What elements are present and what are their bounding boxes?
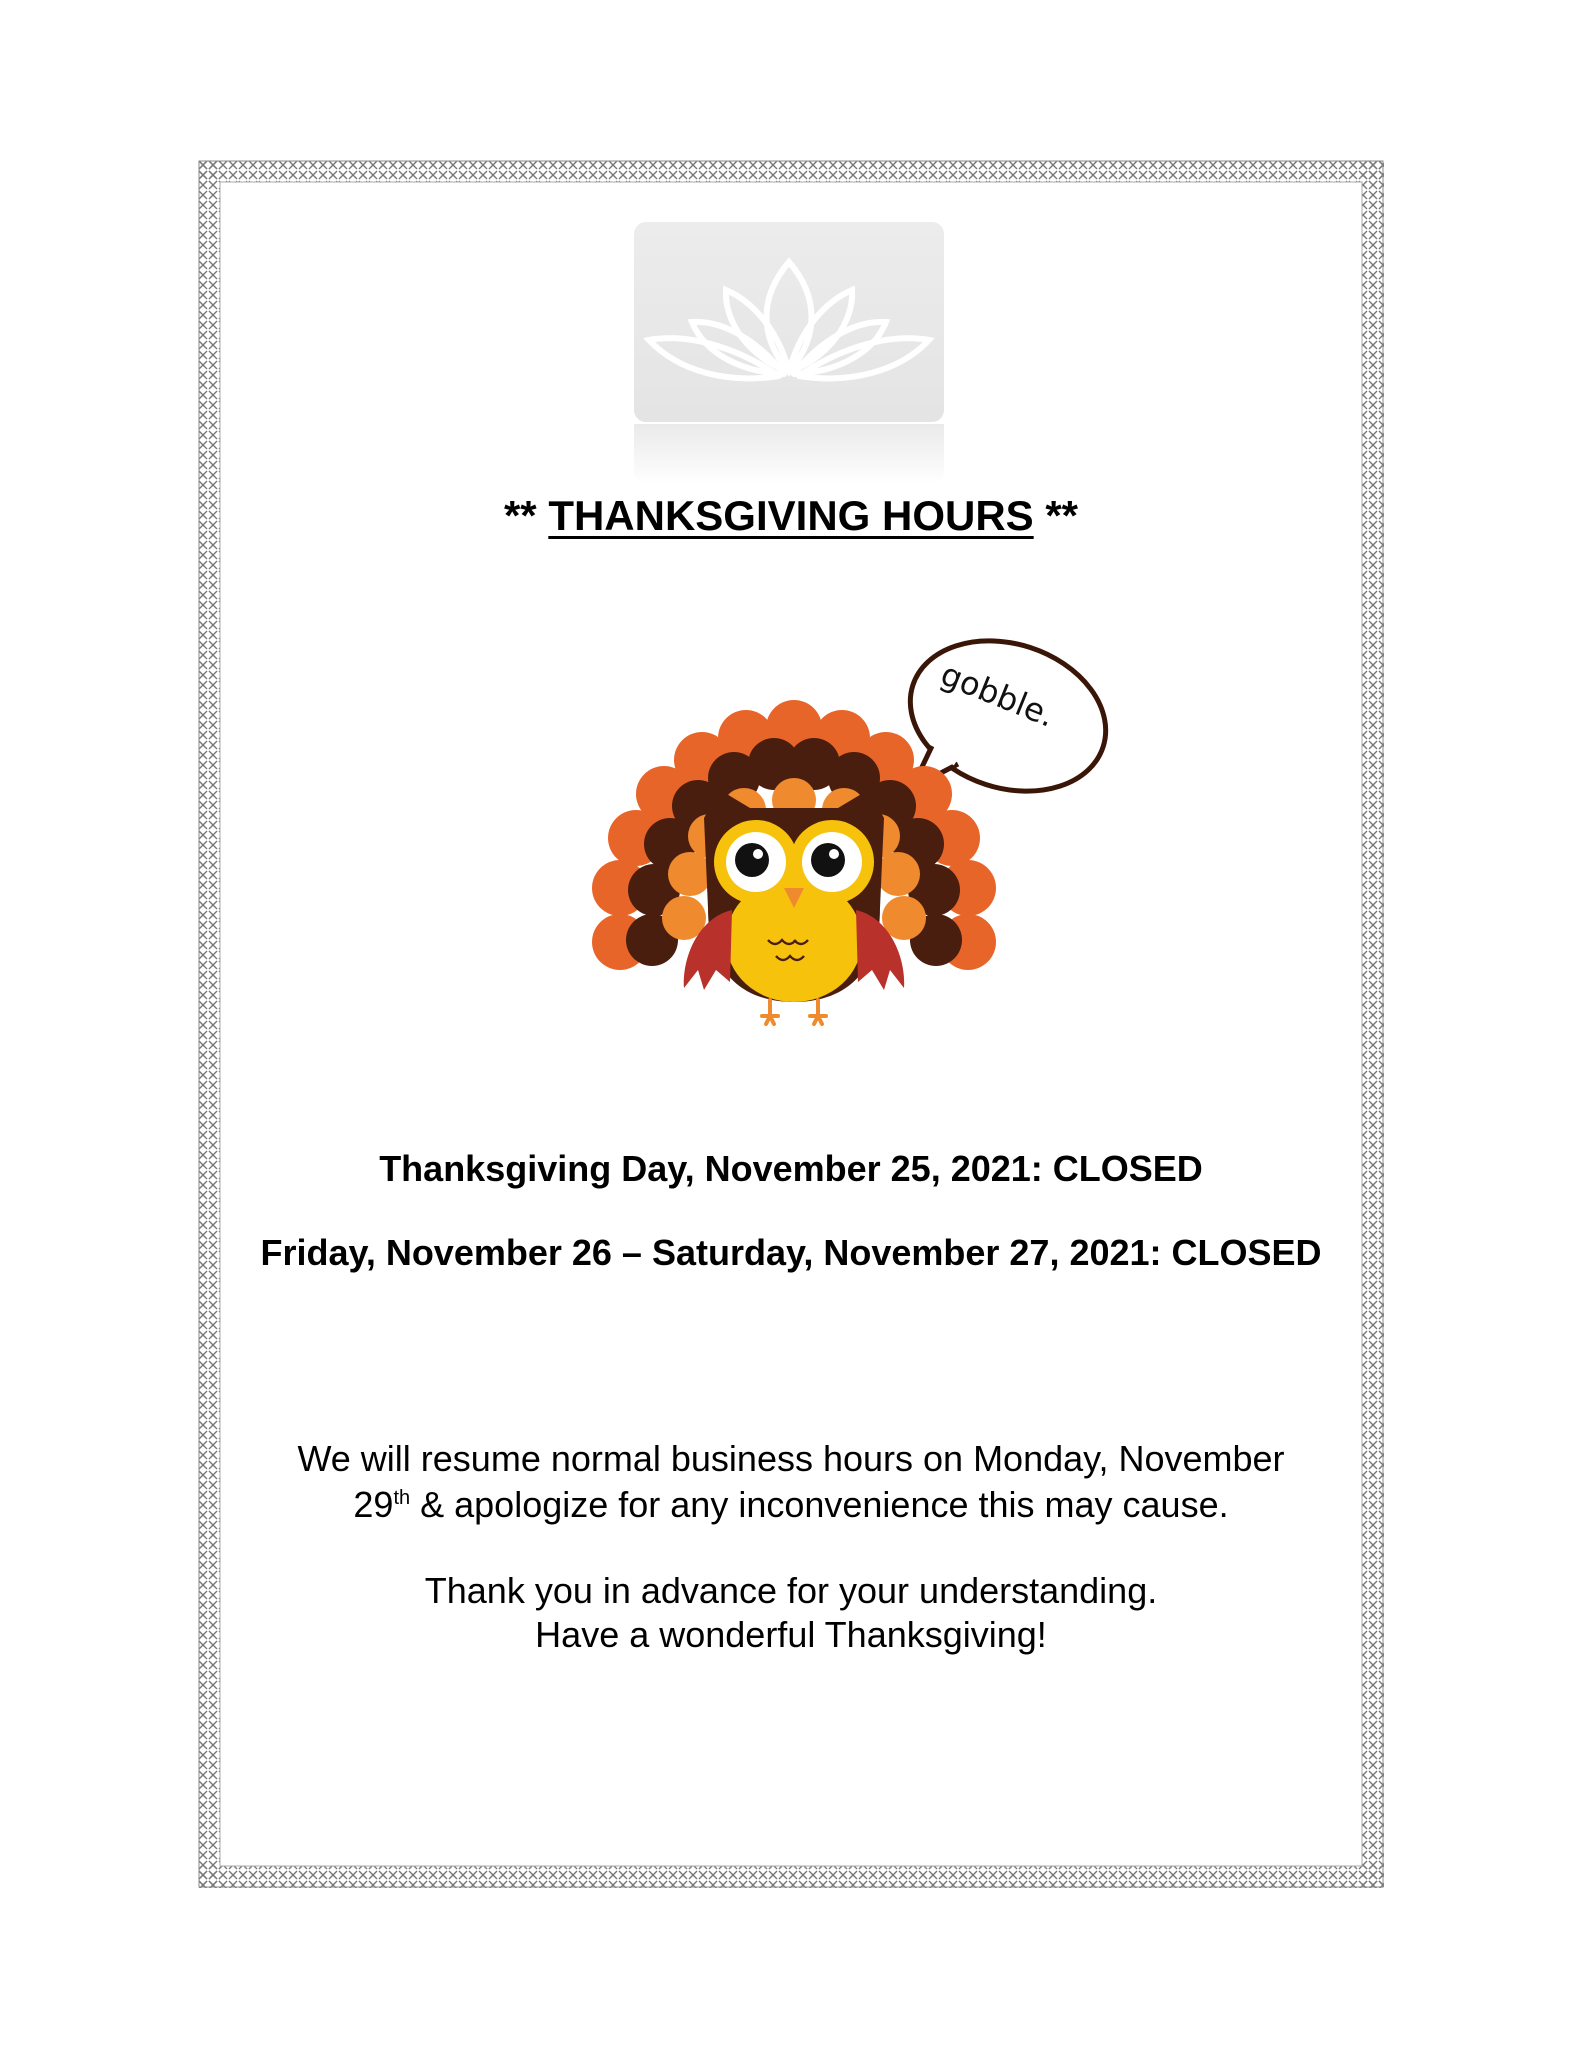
speech-bubble-text: gobble. <box>935 654 1061 735</box>
turkey-owl-icon <box>580 618 1120 1028</box>
resume-line-2: 29th & apologize for any inconvenience this may cause. <box>353 1484 1229 1525</box>
closure-friday-saturday: Friday, November 26 – Saturday, November 27, 2021: CLOSED <box>260 1232 1322 1273</box>
resume-line-1: We will resume normal business hours on Monday, November <box>297 1438 1285 1479</box>
closing-thanks: Thank you in advance for your understanding. <box>424 1570 1158 1611</box>
title-text: THANKSGIVING HOURS <box>548 492 1034 539</box>
logo-reflection <box>634 424 944 484</box>
closing-wishes: Have a wonderful Thanksgiving! <box>535 1614 1047 1655</box>
company-logo <box>634 222 944 422</box>
ordinal-suffix: th <box>393 1487 411 1509</box>
closure-thanksgiving-day: Thanksgiving Day, November 25, 2021: CLOSED <box>379 1148 1203 1189</box>
page-title: ** THANKSGIVING HOURS ** <box>503 492 1079 539</box>
lotus-icon <box>634 222 944 422</box>
owl-body <box>684 790 904 1024</box>
